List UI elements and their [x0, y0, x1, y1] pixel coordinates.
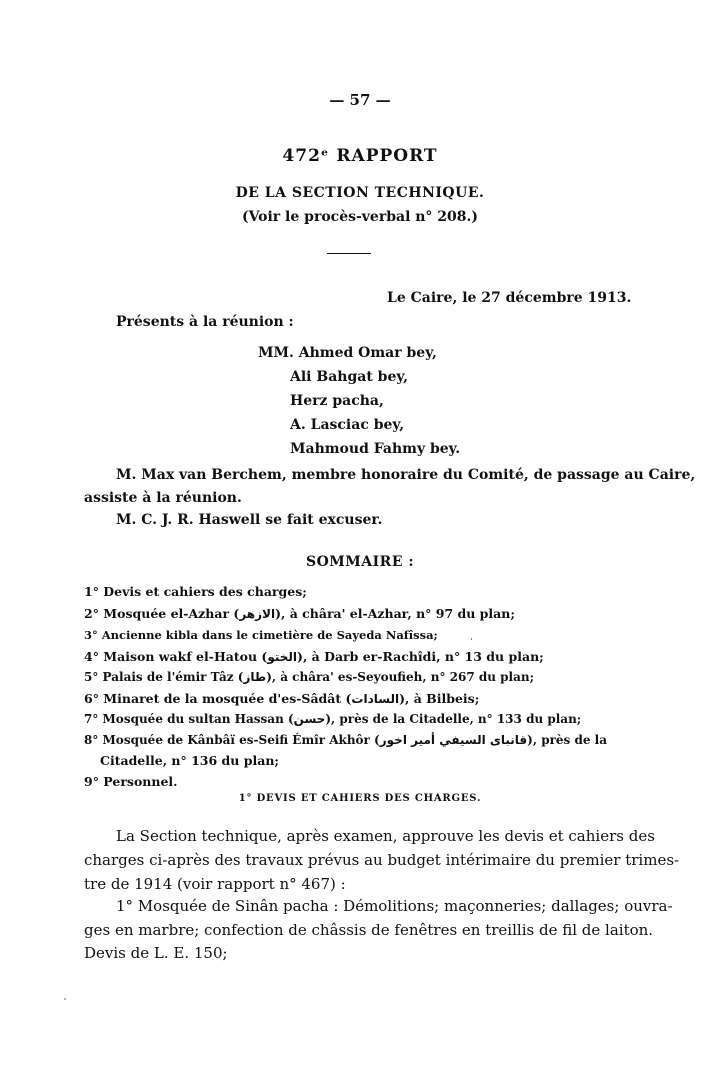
attendance-line: M. C. J. R. Haswell se fait excuser. — [116, 512, 383, 528]
member-line: Mahmoud Fahmy bey. — [290, 441, 461, 457]
sommaire-item — [84, 712, 581, 726]
sommaire-item — [84, 584, 307, 599]
report-title: 472ᵉ RAPPORT — [282, 146, 438, 166]
report-reference: (Voir le procès-verbal n° 208.) — [241, 209, 479, 225]
member-line: Herz pacha, — [290, 393, 384, 409]
sommaire-item-text: ), à Darb er-Rachîdi, n° 13 du plan; — [297, 649, 544, 664]
title-divider — [327, 253, 371, 254]
body-line: Devis de L. E. 150; — [84, 944, 228, 962]
attendance-line: assiste à la réunion. — [84, 490, 242, 506]
sommaire-item-text: 4° Maison wakf el-Hatou ( — [84, 649, 268, 664]
sommaire-item-text: 8° Mosquée de Kânbâï es-Seifi Émîr Akhôr ( — [84, 733, 380, 747]
section-heading: 1° DEVIS ET CAHIERS DES CHARGES. — [238, 793, 482, 804]
member-line: MM. Ahmed Omar bey, — [258, 345, 437, 361]
body-line: La Section technique, après examen, approuve les devis et cahiers des — [116, 827, 655, 845]
arabic-name: السادات — [351, 692, 400, 706]
body-line: tre de 1914 (voir rapport n° 467) : — [84, 875, 346, 893]
sommaire-item-text: 5° Palais de l'émir Tâz ( — [84, 670, 244, 684]
sommaire-item-text: ), à châra' es-Seyoufieh, n° 267 du plan; — [266, 670, 535, 684]
sommaire-item — [84, 691, 479, 706]
date-line: Le Caire, le 27 décembre 1913. — [387, 290, 632, 306]
sommaire-item-text: ), près de la Citadelle, n° 133 du plan; — [325, 712, 582, 726]
arabic-name: طاز — [243, 670, 267, 684]
page-number: — 57 — — [329, 91, 391, 109]
presents-label: Présents à la réunion : — [116, 314, 294, 330]
sommaire-item — [84, 733, 607, 747]
sommaire-item: 9° Personnel. — [84, 774, 178, 789]
member-line: Ali Bahgat bey, — [290, 369, 409, 385]
sommaire-item-text: ), à Bilbeis; — [399, 691, 480, 706]
member-line: A. Lasciac bey, — [290, 417, 405, 433]
body-line: ges en marbre; confection de châssis de fenêtres en treillis de fil de laiton. — [84, 921, 654, 939]
sommaire-item — [84, 670, 534, 684]
sommaire-title: SOMMAIRE : — [305, 554, 415, 570]
sommaire-item-text: 6° Minaret de la mosquée d'es-Sâdât ( — [84, 691, 352, 706]
scan-speck — [64, 998, 66, 1000]
arabic-name: قانباى السيفي أمير اخور — [379, 733, 528, 747]
sommaire-item — [84, 606, 515, 621]
body-line: charges ci-après des travaux prévus au budget intérimaire du premier trimes- — [84, 851, 680, 869]
sommaire-item-text: ), à châra' el-Azhar, n° 97 du plan; — [275, 606, 515, 621]
arabic-name: الختو — [267, 650, 298, 664]
body-line: 1° Mosquée de Sinân pacha : Démolitions; maçonneries; dallages; ouvra- — [116, 897, 673, 915]
sommaire-item-text: 1° Devis et cahiers des charges; — [84, 584, 307, 599]
arabic-name: حسن — [293, 712, 326, 726]
sommaire-item-text: 3° Ancienne kibla dans le cimetière de Sayeda Nafîssa; — [84, 628, 438, 642]
sommaire-item-text: ), près de la — [527, 733, 608, 747]
sommaire-item — [84, 628, 438, 642]
arabic-name: الازهر — [239, 607, 276, 621]
scan-speck — [471, 638, 472, 640]
sommaire-item-continuation: Citadelle, n° 136 du plan; — [100, 753, 280, 768]
attendance-line: M. Max van Berchem, membre honoraire du Comité, de passage au Caire, — [116, 467, 696, 483]
report-subtitle: DE LA SECTION TECHNIQUE. — [235, 185, 485, 201]
sommaire-item-text: 2° Mosquée el-Azhar ( — [84, 606, 240, 621]
sommaire-item — [84, 649, 544, 664]
sommaire-item-text: 7° Mosquée du sultan Hassan ( — [84, 712, 294, 726]
